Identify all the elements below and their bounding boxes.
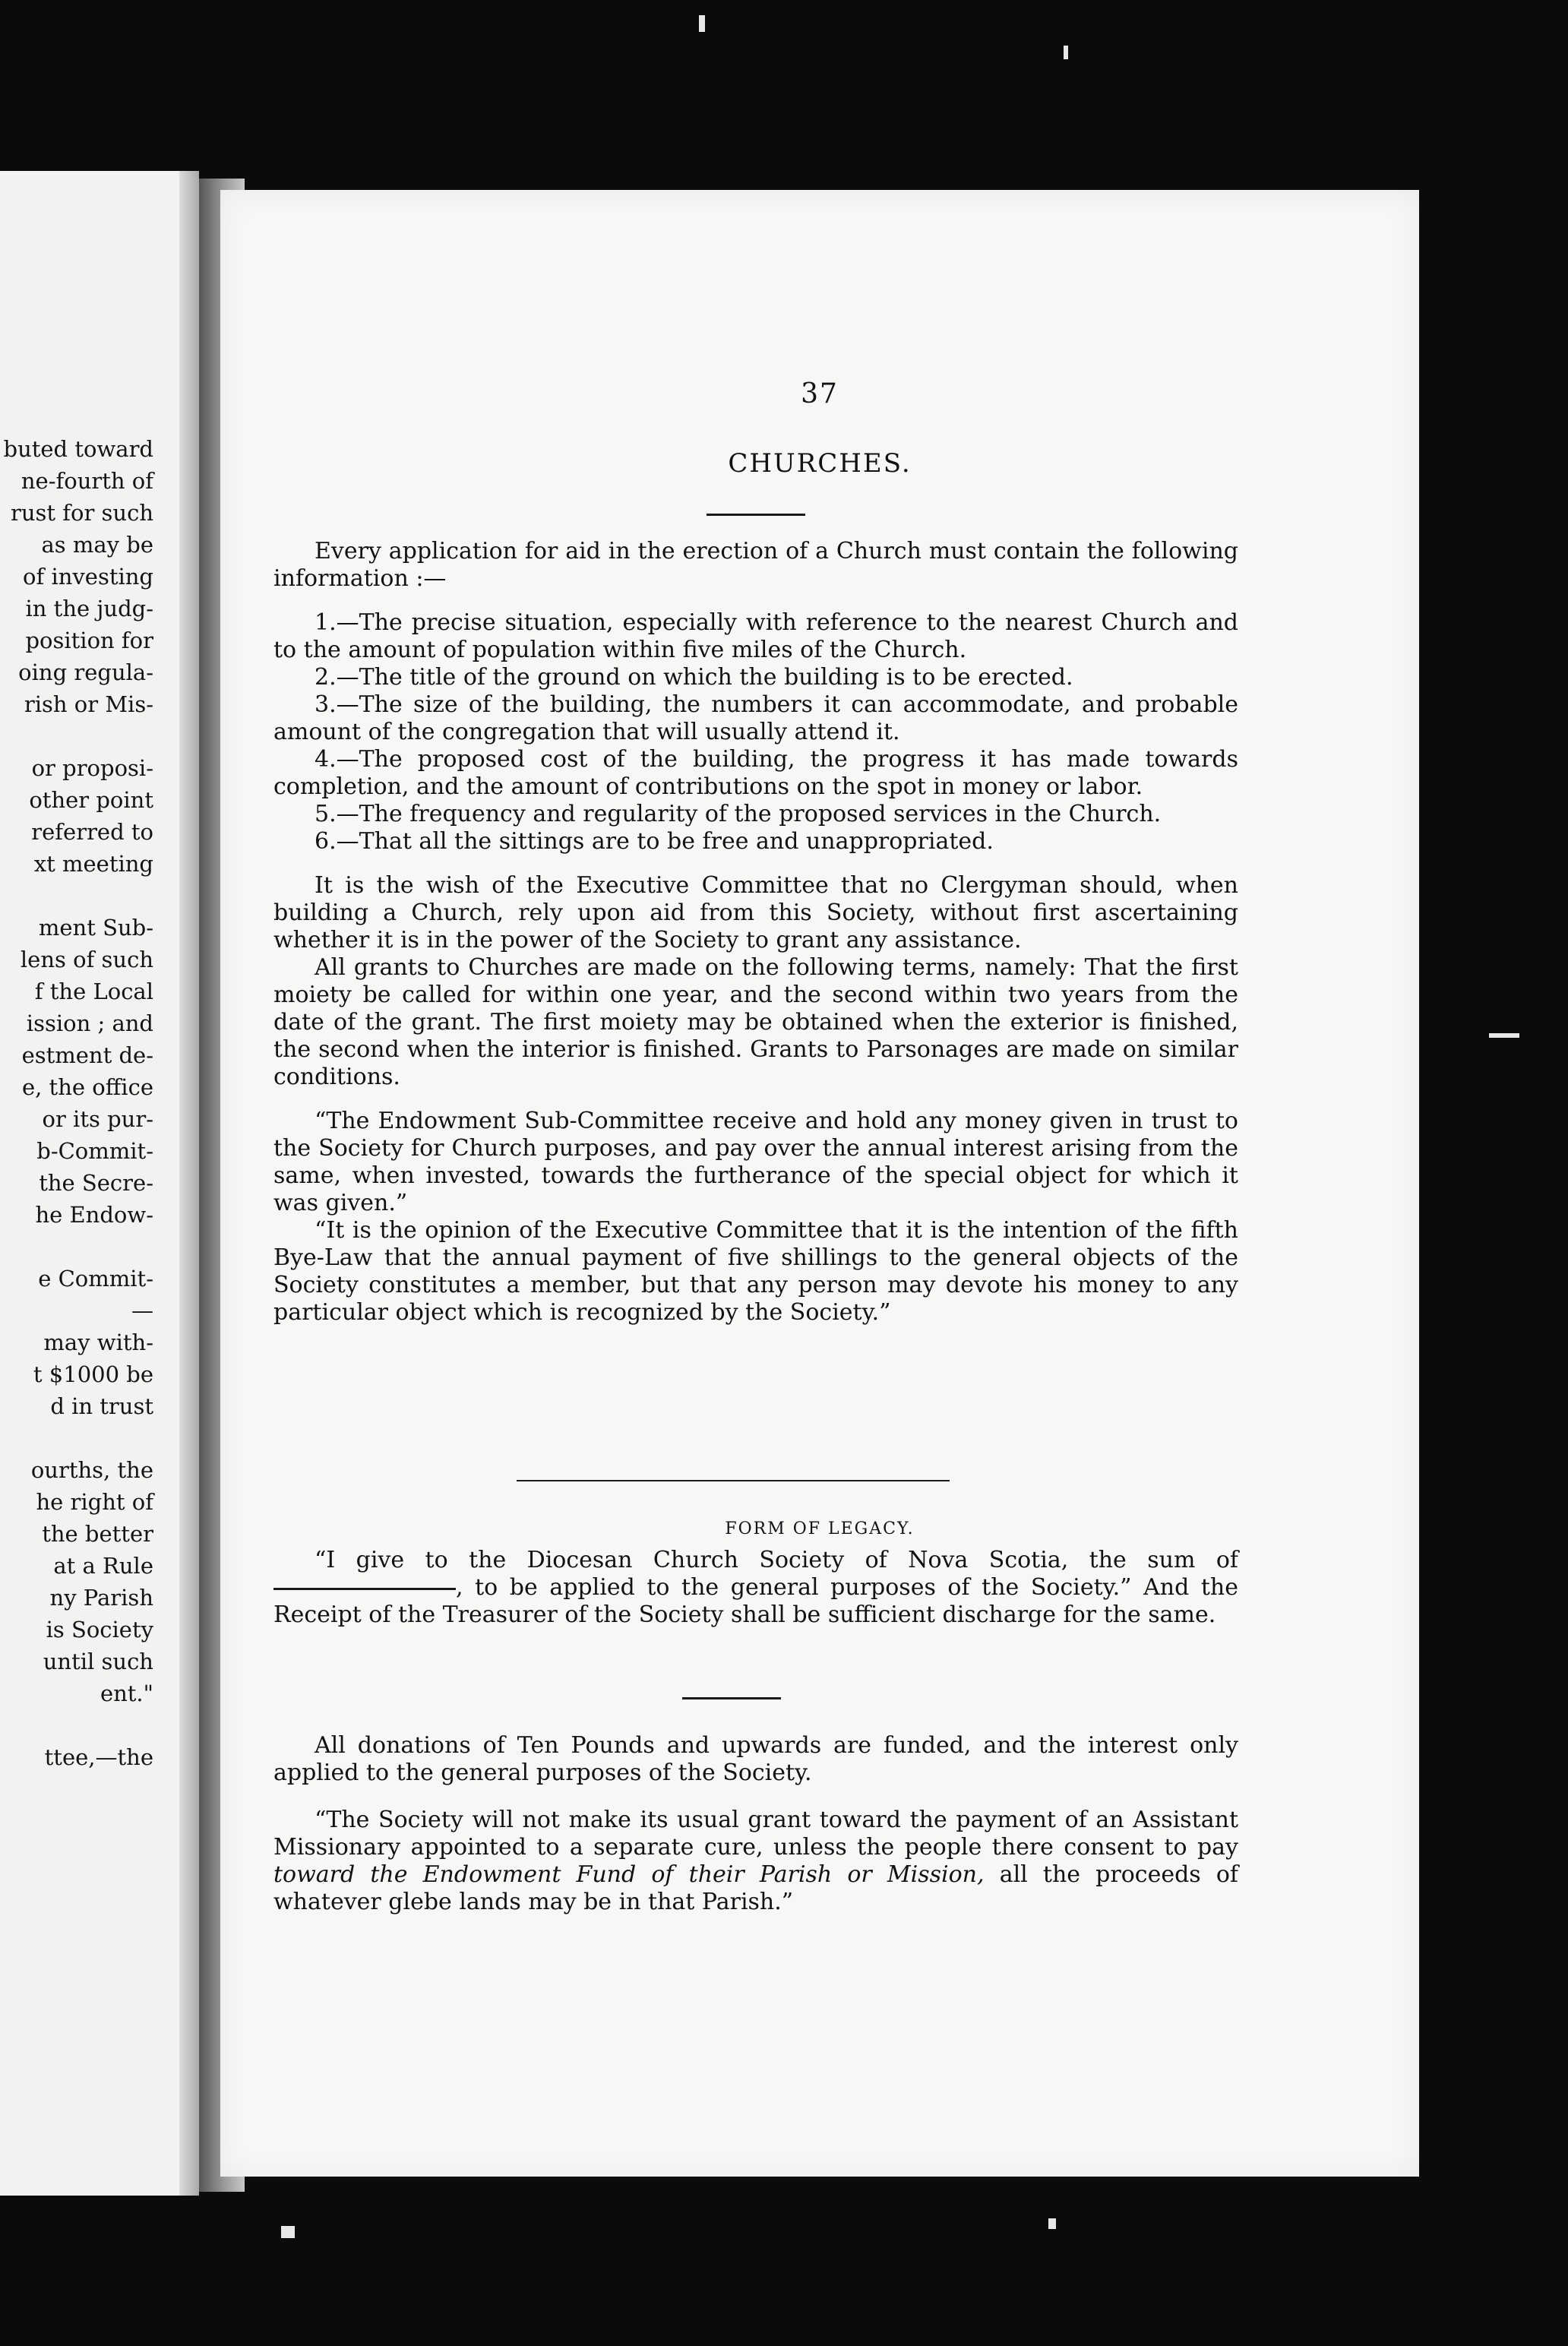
previous-page-text bbox=[0, 433, 153, 1773]
document-page bbox=[220, 190, 1419, 2177]
previous-page-line: xt meeting bbox=[33, 851, 153, 877]
previous-page-line: of investing bbox=[23, 564, 153, 590]
requirement-item: 1.—The precise situation, especially with reference to the nearest Church and to the amount of population within five miles of the Church. bbox=[273, 609, 1238, 663]
previous-page-line: ttee,—the bbox=[44, 1744, 153, 1770]
previous-page-line: ission ; and bbox=[26, 1010, 153, 1036]
page-gutter bbox=[179, 171, 199, 2196]
previous-page-line: as may be bbox=[41, 532, 153, 558]
wish-paragraph: It is the wish of the Executive Committee that no Clergyman should, when building a Church, rely upon aid from this Society, without first ascertaining whether it is in the power of the Society to grant any assistance. bbox=[273, 872, 1238, 953]
endowment-quote: “The Endowment Sub-Committee receive and hold any money given in trust to the Society for Church purposes, and pay over the annual interest arising from the same, when invested, towards the furtherance of the special object for which it was given.” bbox=[273, 1108, 1238, 1216]
previous-page-line: oing regula- bbox=[18, 659, 153, 685]
previous-page-line: d in trust bbox=[50, 1393, 153, 1419]
scan-speck bbox=[1489, 1033, 1519, 1038]
previous-page-line bbox=[0, 1231, 153, 1263]
previous-page-line: ny Parish bbox=[49, 1585, 153, 1611]
previous-page-line: or its pur- bbox=[42, 1106, 153, 1132]
previous-page-line: he Endow- bbox=[35, 1202, 153, 1228]
scan-speck bbox=[1064, 46, 1068, 59]
previous-page-line: in the judg- bbox=[25, 596, 153, 621]
previous-page-line bbox=[0, 720, 153, 752]
form-of-legacy bbox=[273, 1547, 1238, 1629]
missionary-quote-start: “The Society will not make its usual grant toward the payment of an Assistant Missionary appointed to a separate cure, unless the people there consent to pay bbox=[273, 1807, 1238, 1861]
previous-page-line: lens of such bbox=[20, 947, 153, 972]
previous-page-line: b-Commit- bbox=[36, 1138, 153, 1164]
previous-page-line bbox=[0, 880, 153, 912]
donations-paragraph: All donations of Ten Pounds and upwards are funded, and the interest only applied to the general purposes of the Society. bbox=[273, 1732, 1238, 1786]
previous-page-line: ne-fourth of bbox=[21, 468, 153, 494]
previous-page-line: referred to bbox=[31, 819, 153, 845]
requirement-item: 3.—The size of the building, the numbers it can accommodate, and probable amount of the congregation that will usually attend it. bbox=[273, 691, 1238, 745]
missionary-quote-end: all the proceeds of whatever glebe lands may be in that Parish.” bbox=[273, 1861, 1238, 1915]
heading-rule bbox=[707, 514, 805, 516]
previous-page-line: estment de- bbox=[21, 1042, 153, 1068]
requirement-item: 5.—The frequency and regularity of the proposed services in the Church. bbox=[315, 801, 1162, 827]
previous-page-line: rish or Mis- bbox=[24, 691, 153, 717]
previous-page-line: e, the office bbox=[21, 1074, 153, 1100]
previous-page-line: the Secre- bbox=[39, 1170, 153, 1196]
application-requirements bbox=[273, 538, 1238, 1326]
previous-page-line: — bbox=[131, 1298, 153, 1323]
legacy-text-start: “I give to the Diocesan Church Society of Nova Scotia, the sum of bbox=[315, 1547, 1238, 1573]
grants-paragraph: All grants to Churches are made on the following terms, namely: That the first moiety be called for within one year, and the second within two years from the date of the grant. The first moiety may be obtained when the exterior is finished, the second when the interior is finished. Grants to Parsonages are made on similar conditions. bbox=[273, 954, 1238, 1090]
missionary-quote bbox=[273, 1807, 1238, 1916]
requirement-item: 2.—The title of the ground on which the building is to be erected. bbox=[315, 664, 1073, 691]
opinion-quote: “It is the opinion of the Executive Committee that it is the intention of the fifth Bye-Law that the annual payment of five shillings to the general objects of the Society constitutes a member, but that any person may devote his money to any particular object which is recognized by the Society.” bbox=[273, 1217, 1238, 1326]
intro-paragraph: Every application for aid in the erection of a Church must contain the following information :— bbox=[273, 538, 1238, 592]
section-divider-short bbox=[682, 1697, 781, 1699]
previous-page-line: or proposi- bbox=[31, 755, 153, 781]
requirement-item: 4.—The proposed cost of the building, the progress it has made towards completion, and the amount of contributions on the spot in money or labor. bbox=[273, 746, 1238, 800]
previous-page-line: position for bbox=[25, 628, 153, 653]
legacy-title: FORM OF LEGACY. bbox=[725, 1519, 915, 1538]
previous-page-line: t $1000 be bbox=[33, 1361, 153, 1387]
previous-page-line: other point bbox=[29, 787, 153, 813]
previous-page-line: ent." bbox=[100, 1680, 153, 1706]
legacy-blank-line bbox=[273, 1588, 456, 1590]
section-heading: CHURCHES. bbox=[728, 448, 912, 479]
scan-speck bbox=[281, 2226, 295, 2238]
section-divider bbox=[517, 1480, 950, 1481]
previous-page-line: ourths, the bbox=[30, 1457, 153, 1483]
previous-page-line: rust for such bbox=[10, 500, 153, 526]
previous-page-line: ment Sub- bbox=[38, 915, 153, 941]
previous-page-line: the better bbox=[42, 1521, 153, 1547]
previous-page-line: until such bbox=[43, 1649, 153, 1674]
page-number: 37 bbox=[801, 378, 839, 409]
previous-page-line: may with- bbox=[43, 1330, 153, 1355]
previous-page-line: is Society bbox=[46, 1617, 153, 1643]
previous-page-line bbox=[0, 1422, 153, 1454]
previous-page-line: at a Rule bbox=[53, 1553, 153, 1579]
previous-page-line: f the Local bbox=[34, 979, 153, 1004]
legacy-text-end: , to be applied to the general purposes of the Society.” And the Receipt of the Treasurer of the Society shall be sufficient discharge for the same. bbox=[273, 1574, 1238, 1628]
scan-speck bbox=[1048, 2218, 1056, 2229]
previous-page-line: buted toward bbox=[3, 436, 153, 462]
previous-page-line: he right of bbox=[36, 1489, 153, 1515]
previous-page-line bbox=[0, 1709, 153, 1741]
previous-page-line: e Commit- bbox=[38, 1266, 153, 1292]
previous-page bbox=[0, 171, 199, 2196]
requirement-item: 6.—That all the sittings are to be free and unappropriated. bbox=[315, 828, 994, 855]
scan-speck bbox=[699, 15, 705, 32]
missionary-quote-italic: toward the Endowment Fund of their Parish or Mission, bbox=[273, 1861, 985, 1888]
donations-section bbox=[273, 1732, 1238, 1916]
